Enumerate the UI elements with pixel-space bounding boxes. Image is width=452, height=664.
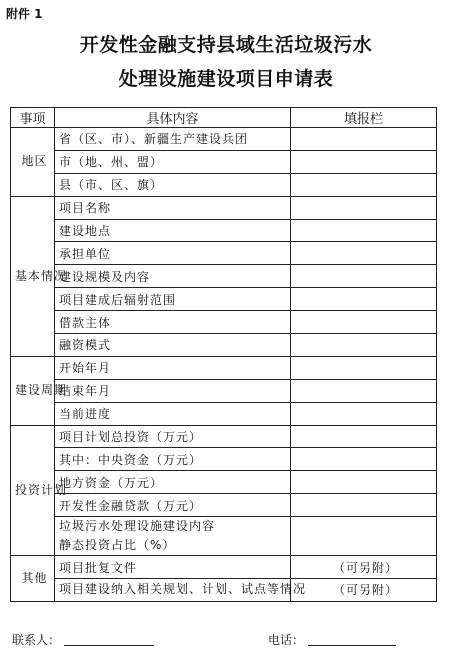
contact-label: 联系人： bbox=[12, 633, 61, 647]
table-row bbox=[11, 402, 437, 425]
row-label: 其中：中央资金（万元） bbox=[55, 448, 291, 471]
fill-cell[interactable]: （可另附） bbox=[291, 556, 437, 579]
row-label: 结束年月 bbox=[55, 379, 291, 402]
table-row bbox=[11, 379, 437, 402]
row-label: 当前进度 bbox=[55, 402, 291, 425]
column-header-content: 具体内容 bbox=[55, 108, 291, 128]
fill-cell[interactable]: （可另附） bbox=[291, 579, 437, 602]
table-row bbox=[11, 471, 437, 494]
row-label: 借款主体 bbox=[55, 311, 291, 334]
table-row bbox=[11, 242, 437, 265]
table-row bbox=[11, 425, 437, 448]
row-label: 承担单位 bbox=[55, 242, 291, 265]
phone-blank-line[interactable] bbox=[308, 634, 396, 646]
fill-cell[interactable] bbox=[291, 288, 437, 311]
table-row bbox=[11, 288, 437, 311]
row-label: 项目批复文件 bbox=[55, 556, 291, 579]
row-label: 建设规模及内容 bbox=[55, 265, 291, 288]
table-row bbox=[11, 579, 437, 602]
fill-cell[interactable] bbox=[291, 265, 437, 288]
row-label: 项目建成后辐射范围 bbox=[55, 288, 291, 311]
fill-cell[interactable] bbox=[291, 356, 437, 379]
fill-cell[interactable] bbox=[291, 334, 437, 357]
category-investment: 投资计划 bbox=[11, 425, 55, 556]
fill-cell[interactable] bbox=[291, 242, 437, 265]
table-row bbox=[11, 311, 437, 334]
attachment-label: 附件 1 bbox=[6, 7, 43, 21]
fill-cell[interactable] bbox=[291, 425, 437, 448]
fill-cell[interactable] bbox=[291, 379, 437, 402]
phone-field bbox=[268, 631, 396, 648]
fill-cell[interactable] bbox=[291, 173, 437, 196]
fill-cell[interactable] bbox=[291, 219, 437, 242]
row-label: 省（区、市）、新疆生产建设兵团 bbox=[55, 128, 291, 151]
contact-field bbox=[12, 631, 154, 648]
row-label: 开发性金融贷款（万元） bbox=[55, 494, 291, 517]
table-row bbox=[11, 219, 437, 242]
fill-cell[interactable] bbox=[291, 471, 437, 494]
row-label: 市（地、州、盟） bbox=[55, 150, 291, 173]
row-label: 地方资金（万元） bbox=[55, 471, 291, 494]
table-header-row bbox=[11, 108, 437, 128]
row-label: 静态投资占比（%） bbox=[59, 538, 176, 553]
fill-cell[interactable] bbox=[291, 448, 437, 471]
row-label: 建设地点 bbox=[55, 219, 291, 242]
table-row bbox=[11, 265, 437, 288]
fill-cell[interactable] bbox=[291, 494, 437, 517]
table-row bbox=[11, 556, 437, 579]
category-region: 地区 bbox=[11, 128, 55, 197]
form-title-line-2: 处理设施建设项目申请表 bbox=[118, 68, 334, 90]
table-row bbox=[11, 448, 437, 471]
column-header-fill: 填报栏 bbox=[291, 108, 437, 128]
table-row bbox=[11, 517, 437, 556]
row-label: 县（市、区、旗） bbox=[55, 173, 291, 196]
row-label-combined bbox=[55, 517, 291, 556]
table-row bbox=[11, 334, 437, 357]
fill-cell[interactable] bbox=[291, 402, 437, 425]
row-label: 项目建设纳入相关规划、计划、试点等情况 bbox=[55, 579, 291, 602]
fill-cell[interactable] bbox=[291, 311, 437, 334]
row-label: 项目计划总投资（万元） bbox=[55, 425, 291, 448]
fill-cell[interactable] bbox=[291, 196, 437, 219]
form-title-line-1: 开发性金融支持县域生活垃圾污水 bbox=[79, 34, 373, 56]
contact-blank-line[interactable] bbox=[64, 634, 154, 646]
row-label: 垃圾污水处理设施建设内容 bbox=[59, 519, 216, 534]
table-row bbox=[11, 150, 437, 173]
table-row bbox=[11, 173, 437, 196]
fill-cell[interactable] bbox=[291, 517, 437, 556]
row-label: 融资模式 bbox=[55, 334, 291, 357]
fill-cell[interactable] bbox=[291, 150, 437, 173]
table-row bbox=[11, 494, 437, 517]
table-row bbox=[11, 196, 437, 219]
column-header-item: 事项 bbox=[11, 108, 55, 128]
phone-label: 电话： bbox=[268, 633, 305, 647]
row-label: 开始年月 bbox=[55, 356, 291, 379]
category-period: 建设周期 bbox=[11, 356, 55, 425]
table-row bbox=[11, 128, 437, 151]
fill-cell[interactable] bbox=[291, 128, 437, 151]
table-row bbox=[11, 356, 437, 379]
category-other: 其他 bbox=[11, 556, 55, 602]
row-label: 项目名称 bbox=[55, 196, 291, 219]
category-basic: 基本情况 bbox=[11, 196, 55, 356]
application-form-table bbox=[10, 107, 437, 602]
